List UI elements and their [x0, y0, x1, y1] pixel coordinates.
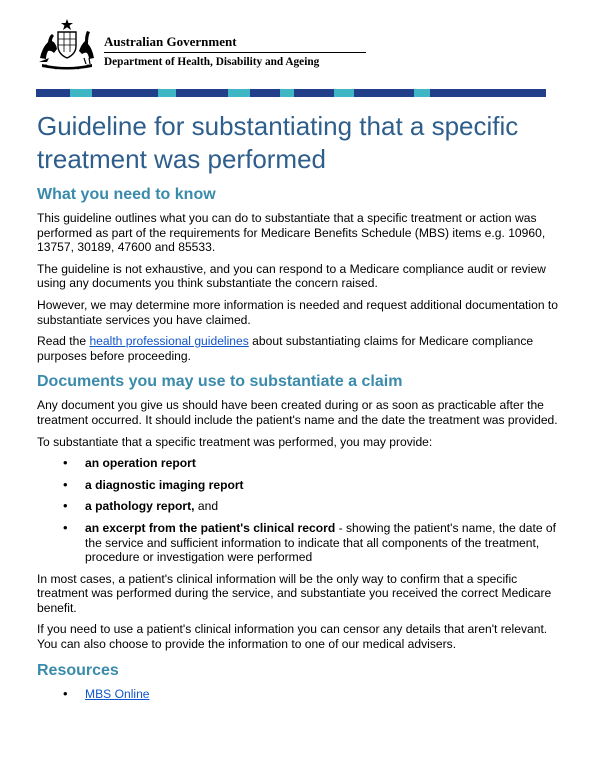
paragraph: However, we may determine more information is needed and request additional documentation to substantiate services you have claimed.: [37, 297, 558, 327]
document-body: [37, 110, 567, 708]
resources-list: [37, 687, 567, 702]
health-professional-guidelines-link[interactable]: health professional guidelines: [89, 334, 249, 349]
list-item-bold: a diagnostic imaging report: [85, 477, 244, 492]
paragraph: In most cases, a patient's clinical information will be the only way to confirm that a specific treatment was performed during the service, and substantiate you received the correct Medicare benefit.: [37, 571, 552, 615]
document-types-list: [37, 456, 567, 565]
department-name: Department of Health, Disability and Ageing: [104, 56, 320, 68]
paragraph: Any document you give us should have been created during or as soon as practicable after the treatment occurred. It should include the patient's name and the date the treatment was provided.: [37, 398, 558, 427]
section-heading-documents: Documents you may use to substantiate a claim: [37, 373, 403, 391]
section-heading-what-you-need-to-know: What you need to know: [37, 186, 216, 203]
list-item: [37, 499, 567, 514]
header-stripe: [36, 89, 546, 97]
list-item: [37, 478, 567, 493]
list-item-text: - showing the patient's name, the date of the service and sufficient information to indicate that all components of the treatment, procedure or investigation were performed: [85, 520, 557, 565]
list-item: [37, 521, 567, 565]
government-name: Australian Government: [104, 34, 237, 49]
list-item-bold: an operation report: [85, 456, 196, 471]
page-title: Guideline for substantiating that a specific treatment was performed: [37, 111, 519, 174]
text: about substantiating claims for Medicare compliance purposes before proceeding.: [37, 334, 534, 363]
list-item-bold: an excerpt from the patient's clinical record: [85, 520, 336, 535]
paragraph: To substantiate that a specific treatment was performed, you may provide:: [37, 434, 433, 449]
section-heading-resources: Resources: [37, 661, 119, 679]
mbs-online-link[interactable]: MBS Online: [85, 686, 150, 701]
paragraph: If you need to use a patient's clinical information you can censor any details that aren't relevant. You can also choose to provide the information to one of our medical advisers.: [37, 622, 548, 652]
paragraph: This guideline outlines what you can do to substantiate that a specific treatment or action was performed as part of the requirements for Medicare Benefits Schedule (MBS) items e.g. 10960, 13757, 30189, 47600 and 85533.: [37, 211, 546, 255]
list-item-text: and: [194, 499, 219, 514]
header-divider: [104, 52, 366, 53]
list-item: [37, 456, 567, 471]
list-item-bold: a pathology report,: [85, 499, 195, 514]
list-item: [37, 687, 567, 702]
paragraph: The guideline is not exhaustive, and you can respond to a Medicare compliance audit or review using any documents you think substantiate the concern raised.: [37, 261, 546, 291]
paragraph: [37, 334, 567, 363]
coat-of-arms-icon: [36, 18, 98, 70]
text: Read the: [37, 334, 90, 349]
